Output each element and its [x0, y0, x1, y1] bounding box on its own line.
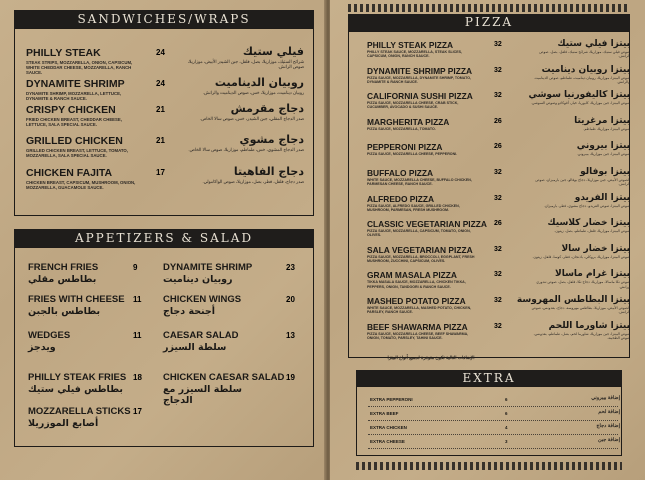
sandwich-price: 21	[156, 136, 165, 145]
sandwich-description: CHICKEN BREAST, CAPSICUM, MUSHROOM, ONION, MOZZARELLA, GUACAMOLE SAUCE.	[26, 180, 136, 190]
extra-price: 6	[505, 397, 508, 402]
pizza-name: CLASSIC VEGETARIAN PIZZA	[367, 219, 487, 230]
appetizer-price: 13	[286, 331, 295, 340]
extra-name-arabic: إضافة لحم	[598, 409, 620, 415]
appetizer-name: CHICKEN CAESAR SALAD	[163, 372, 285, 383]
pizza-description: PIZZA SAUCE, MOZZARELLA, TOMATO.	[367, 126, 436, 131]
appetizer-name: MOZZARELLA STICKS	[28, 406, 131, 417]
pizza-name-arabic: بيتزا الفريدو	[574, 192, 630, 203]
sandwich-description: FRIED CHICKEN BREAST, CHEDDAR CHEESE, LETTUCE, SALA SPECIAL SAUCE.	[26, 117, 122, 127]
sandwich-description-arabic: شرائح الستيك، موزاريلا، بصل، فلفل، جبن الشيدر الأبيض، موزاريلا، صوص الرانش.	[187, 59, 304, 69]
extra-price: 3	[505, 439, 508, 444]
appetizers-header	[14, 229, 314, 247]
extra-name: EXTRA BEEF	[370, 411, 399, 416]
sandwich-name: CHICKEN FAJITA	[26, 167, 113, 179]
pizza-description: PIZZA SAUCE, MOZZARELLA, BROCCOLI, EGGPLANT, FRESH MUSHROOM, ZUCCHINI, CAPSICUM, OLIVES.	[367, 254, 475, 263]
pizza-description-arabic: صوص البيتزا، موزاريلا، طماطم.	[583, 126, 630, 131]
extra-name: EXTRA PEPPERONI	[370, 397, 413, 402]
extra-name-arabic: إضافة بيبروني	[591, 395, 620, 401]
sandwich-price: 21	[156, 105, 165, 114]
extra-header	[356, 370, 622, 386]
appetizer-price: 19	[286, 373, 295, 382]
sandwich-description-arabic: صدر الدجاج المقلي، جبن الشيدر، خس، صوص سالا الخاص.	[199, 116, 304, 121]
sandwich-price: 24	[156, 48, 165, 57]
pizza-title: PIZZA	[464, 15, 514, 29]
pizza-description: WHITE SAUCE, MOZZARELLA CHEESE, BUFFALO CHICKEN, PARMESAN CHEESE, RANCH SAUCE.	[367, 178, 472, 187]
pizza-name-arabic: بيتزا البطاطس المهروسة	[516, 295, 630, 305]
pizza-description: PIZZA SAUCE, MOZZARELLA CHEESE, PEPPERONI.	[367, 152, 458, 157]
sandwich-name: PHILLY STEAK	[26, 47, 101, 59]
sandwich-description: STEAK STRIPS, MOZZARELLA, ONION, CAPSICUM, WHITE CHEDDAR CHEESE, MOZZARELLA, RANCH SAUCE.	[26, 60, 133, 75]
sandwich-description: DYNAMITE SHRIMP, MOZZARELLA, LETTUCE, DYNAMITE & RANCH SAUCE.	[26, 91, 122, 101]
pizza-price: 32	[494, 66, 502, 74]
pizza-description: WHITE SAUCE, MOZZARELLA, MASHED POTATO, CHICKEN, PARSLEY, RANCH SAUCE.	[367, 306, 472, 315]
pizza-description-arabic: صوص البيتزا، موزاريلا، فلفل، طماطم، بصل، زيتون.	[554, 229, 630, 234]
pizza-name-arabic: بيتزا خضار كلاسيك	[547, 218, 630, 229]
extra-name-arabic: إضافة جبن	[597, 437, 620, 443]
pizza-name: MARGHERITA PIZZA	[367, 116, 450, 127]
pizza-name-arabic: بيتزا خضار سالا	[561, 243, 630, 254]
pizza-description-arabic: صوص تكا ماسالا، موزاريلا، دجاج تكا، فلفل، بصل، صوص تندوري ورانش.	[536, 280, 630, 289]
pizza-name: ALFREDO PIZZA	[367, 193, 434, 204]
sandwich-name: CRISPY CHICKEN	[26, 104, 116, 116]
pizza-price: 26	[494, 117, 502, 125]
appetizer-name-arabic: بطاطس بالجبن	[28, 306, 101, 317]
appetizer-name-arabic: أصابع الموزريلا	[28, 418, 99, 429]
pizza-name: BEEF SHAWARMA PIZZA	[367, 321, 468, 332]
sandwich-description-arabic: صدر الدجاج المشوي، خس، طماطم، موزاريلا، صوص سالا الخاص.	[188, 147, 304, 152]
extra-row-separator	[368, 420, 618, 421]
pizza-description-arabic: صوص البيتزا، جبن موزاريلا، شاورما لحم، بصل، طماطم، بقدونس، صوص الطحينة.	[533, 331, 630, 340]
sandwich-name: DYNAMITE SHRIMP	[26, 78, 125, 90]
appetizer-price: 20	[286, 295, 295, 304]
appetizer-price: 17	[133, 407, 142, 416]
pizza-note: الإضافات التالية تكون متوفرة لجميع أنواع البيتزا	[387, 355, 475, 360]
pizza-name-arabic: بيتزا مرغريتا	[574, 115, 630, 126]
pizza-description: PIZZA SAUCE, MOZZARELLA CHEESE, BEEF SHAWARMA, ONION, TOMATO, PARSLEY, TAHINI SAUCE.	[367, 331, 469, 340]
appetizer-price: 11	[133, 331, 142, 340]
appetizer-price: 23	[286, 263, 295, 272]
sandwich-name-arabic: دجاج مقرمش	[230, 102, 304, 115]
extra-footer-decoration	[356, 462, 622, 470]
pizza-name: MASHED POTATO PIZZA	[367, 296, 466, 306]
pizza-description: PIZZA SAUCE, MOZZARELLA, CAPSICUM, TOMATO, ONION, OLIVES.	[367, 229, 471, 238]
pizza-header	[348, 14, 630, 31]
sandwich-name-arabic: دجاج مشوي	[239, 133, 304, 146]
sandwiches-title: SANDWICHES/WRAPS	[77, 12, 251, 26]
appetizer-name: CAESAR SALAD	[163, 330, 239, 341]
pizza-name-arabic: بيتزا شاورما اللحم	[548, 320, 630, 331]
extra-name: EXTRA CHEESE	[370, 439, 405, 444]
appetizer-price: 18	[133, 373, 142, 382]
appetizer-name-arabic: ويدجز	[28, 342, 56, 353]
sandwich-name: GRILLED CHICKEN	[26, 135, 123, 147]
pizza-description: PIZZA SAUCE, MOZZARELLA, DYNAMITE SHRIMP, TOMATO, DYNAMITE & RANCH SAUCE.	[367, 75, 472, 84]
sandwich-price: 24	[156, 79, 165, 88]
pizza-name-arabic: بيتزا فيلي ستيك	[557, 39, 630, 49]
pizza-description-arabic: صوص البيتزا، موزاريلا، بروكلي، باذنجان، فطر، كوسا، فلفل، زيتون.	[532, 254, 630, 259]
sandwiches-header	[14, 10, 314, 28]
appetizer-name-arabic: سلطة السيزر مع الدجاج	[163, 384, 242, 406]
appetizer-name: WEDGES	[28, 330, 71, 341]
extra-name: EXTRA CHICKEN	[370, 425, 407, 430]
pizza-description-arabic: صوص فيلي ستيك، موزاريلا، شرائح ستيك، فلفل، بصل، صوص الرانش.	[539, 50, 630, 59]
extra-name-arabic: إضافة دجاج	[596, 423, 620, 429]
pizza-name: BUFFALO PIZZA	[367, 168, 434, 178]
pizza-description-arabic: صوص البيتزا، جبن موزاريلا، كابوريا، خيار، أفوكادو وصوص السوشي.	[530, 101, 630, 106]
sandwich-name-arabic: دجاج الفاهيتا	[233, 165, 304, 178]
pizza-price: 32	[494, 271, 502, 279]
pizza-price: 32	[494, 41, 502, 48]
appetizers-title: APPETIZERS & SALAD	[74, 231, 254, 245]
sandwich-description-arabic: روبيان ديناميت، موزاريلا، خس، صوص الديناميت والرانش.	[202, 90, 304, 95]
pizza-name: SALA VEGETARIAN PIZZA	[367, 244, 473, 255]
appetizer-name-arabic: بطاطس فيلي ستيك	[28, 384, 123, 395]
pizza-price: 32	[494, 194, 502, 202]
pizza-name: PHILLY STEAK PIZZA	[367, 40, 454, 50]
pizza-name: DYNAMITE SHRIMP PIZZA	[367, 65, 473, 76]
pizza-description-arabic: الصوص الأبيض، جبن موزاريلا، دجاج بوفالو، جبن بارميزان، صوص الرانش.	[535, 178, 630, 187]
pizza-name-arabic: بيتزا كاليفورنيا سوشي	[528, 90, 630, 101]
pizza-price: 32	[494, 297, 502, 304]
extra-price: 4	[505, 425, 508, 430]
extra-row-separator	[368, 434, 618, 435]
pizza-name-arabic: بيتزا بيروني	[576, 141, 630, 152]
extra-row-separator	[368, 448, 618, 449]
pizza-description: PHILLY STEAK SAUCE, MOZZARELLA, STEAK SLICES, CAPSICUM, ONION, RANCH SAUCE.	[367, 50, 463, 59]
appetizer-price: 11	[133, 295, 142, 304]
pizza-name: PEPPERONI PIZZA	[367, 142, 443, 153]
pizza-description-arabic: صوص البيتزا، صوص الفريدو، دجاج مشوي، فطر، بارميزان.	[543, 203, 630, 208]
appetizer-name: FRIES WITH CHEESE	[28, 294, 125, 305]
appetizer-name-arabic: أجنحة دجاج	[163, 306, 216, 317]
pizza-description-arabic: صوص البيتزا، موزاريلا، روبيان ديناميت، طماطم، صوص الديناميت والرانش.	[534, 75, 630, 84]
sandwich-name-arabic: فيلي ستيك	[242, 45, 304, 58]
pizza-name-arabic: بيتزا روبيان ديناميت	[541, 64, 630, 75]
extra-title: EXTRA	[462, 371, 516, 385]
appetizer-name-arabic: روبيان ديناميت	[163, 274, 233, 285]
sandwich-description-arabic: صدر دجاج، فلفل، فطر، بصل، موزاريلا، صوص الواكامولي.	[202, 179, 304, 184]
pizza-price: 32	[494, 322, 502, 330]
pizza-price: 26	[494, 143, 502, 151]
sandwich-price: 17	[156, 168, 165, 177]
pizza-header-decoration	[348, 4, 630, 12]
appetizer-name-arabic: سلطة السيزر	[163, 342, 227, 353]
extra-price: 6	[505, 411, 508, 416]
pizza-price: 32	[494, 245, 502, 253]
appetizer-name: FRENCH FRIES	[28, 262, 99, 273]
pizza-price: 32	[494, 169, 502, 176]
pizza-description-arabic: الصوص الأبيض، موزاريلا، بطاطس مهروسة، دجاج، بقدونس، صوص الرانش.	[531, 306, 630, 315]
sandwich-description: GRILLED CHICKEN BREAST, LETTUCE, TOMATO, MOZZARELLA, SALA SPECIAL SAUCE.	[26, 148, 128, 158]
pizza-price: 26	[494, 220, 502, 228]
pizza-name-arabic: بيتزا بوفالو	[580, 167, 630, 177]
appetizer-price: 9	[133, 263, 138, 272]
pizza-description: TIKKA MASALA SAUCE, MOZZARELLA, CHICKEN TIKKA, PEPPERS, ONION, TANDOORI & RANCH SAUCE.	[367, 280, 466, 289]
pizza-name: GRAM MASALA PIZZA	[367, 270, 457, 281]
appetizer-name-arabic: بطاطس مقلي	[28, 274, 97, 285]
appetizer-name: CHICKEN WINGS	[163, 294, 242, 305]
pizza-price: 32	[494, 92, 502, 100]
pizza-description: PIZZA SAUCE, ALFREDO SAUCE, GRILLED CHICKEN, MUSHROOM, PARMESAN, FRESH MUSHROOM.	[367, 203, 460, 212]
pizza-description: PIZZA SAUCE, MOZZARELLA CHEESE, CRAB STICK, CUCUMBER, AVOCADO & SUSHI SAUCE.	[367, 101, 459, 110]
sandwich-name-arabic: روبيان الديناميت	[214, 76, 304, 89]
pizza-name: CALIFORNIA SUSHI PIZZA	[367, 91, 473, 102]
pizza-description-arabic: صوص البيتزا، جبن موزاريلا، بيبروني.	[576, 152, 630, 157]
appetizer-name: PHILLY STEAK FRIES	[28, 372, 127, 383]
extra-row-separator	[368, 406, 618, 407]
pizza-name-arabic: بيتزا غرام ماسالا	[555, 269, 630, 280]
appetizer-name: DYNAMITE SHRIMP	[163, 262, 253, 273]
